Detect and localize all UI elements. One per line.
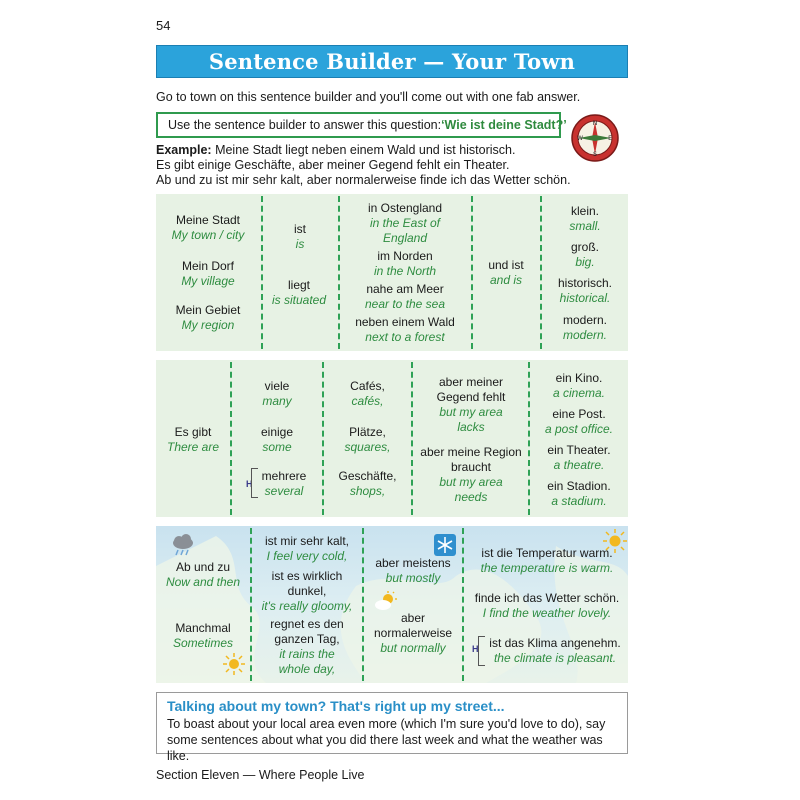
german-phrase: aber normalerweise — [373, 611, 453, 640]
section-footer: Section Eleven — Where People Live — [156, 768, 365, 782]
phrase-option — [264, 222, 336, 252]
compass-s-label: S — [593, 151, 597, 158]
page-title: Sentence Builder — Your Town — [156, 45, 628, 78]
example-label: Example: — [156, 143, 212, 157]
english-translation: some — [262, 440, 292, 454]
german-phrase: in Ostengland — [367, 201, 443, 215]
intro-text: Go to town on this sentence builder and you'll come out with one fab answer. — [156, 90, 581, 104]
english-translation: I find the weather lovely. — [482, 606, 612, 620]
question-box — [156, 112, 567, 138]
german-phrase: ein Stadion. — [547, 479, 611, 493]
german-phrase: Plätze, — [349, 425, 386, 439]
english-translation: several — [264, 484, 304, 498]
phrase-option — [531, 443, 627, 473]
snowflake-icon — [434, 534, 456, 556]
german-phrase: mehrere — [261, 469, 307, 483]
column-divider — [261, 196, 263, 349]
phrase-option — [233, 425, 321, 455]
english-translation: near to the sea — [364, 297, 446, 311]
english-translation: is — [295, 237, 305, 251]
english-translation: many — [262, 394, 292, 408]
question-prefix: Use the sentence builder to answer this question: — [168, 118, 442, 132]
phrase-option — [531, 407, 627, 437]
compass-e-label: E — [608, 135, 612, 142]
tip-title: Talking about my town? That's right up my street... — [167, 698, 505, 714]
german-phrase: ist mir sehr kalt, — [264, 534, 349, 548]
phrase-option — [233, 379, 321, 409]
english-translation: it's really gloomy, — [261, 599, 353, 613]
german-phrase: ein Theater. — [547, 443, 611, 457]
german-phrase: eine Post. — [552, 407, 606, 421]
german-phrase: im Norden — [377, 249, 433, 263]
column-divider — [230, 362, 232, 515]
german-phrase: Geschäfte, — [338, 469, 397, 483]
phrase-option — [158, 621, 248, 651]
phrase-option — [468, 591, 626, 621]
tip-line-2: some sentences about what you did there last week and what the weather was like. — [167, 733, 603, 763]
phrase-option — [420, 445, 522, 505]
phrase-option — [531, 479, 627, 509]
german-phrase: Mein Dorf — [181, 259, 234, 273]
phrase-option — [468, 546, 626, 576]
german-phrase: Es gibt — [174, 425, 212, 439]
phrase-option — [365, 556, 461, 586]
german-phrase: ist — [294, 222, 306, 236]
german-phrase: Mein Gebiet — [175, 303, 241, 317]
english-translation: cafés, — [351, 394, 384, 408]
column-divider — [462, 528, 464, 681]
column-divider — [338, 196, 340, 349]
english-translation: but my area lacks — [439, 405, 503, 434]
german-phrase: aber meistens — [375, 556, 451, 570]
english-translation: is situated — [271, 293, 327, 307]
english-translation: My town / city — [171, 228, 245, 242]
english-translation: small. — [569, 219, 601, 233]
phrase-option — [531, 371, 627, 401]
german-phrase: aber meiner Gegend fehlt — [436, 375, 506, 404]
phrase-option — [420, 375, 522, 435]
example-line-1: Meine Stadt liegt neben einem Wald und ist historisch. — [211, 143, 516, 157]
english-translation: I feel very cold, — [266, 549, 348, 563]
column-divider — [528, 362, 530, 515]
english-translation: shops, — [349, 484, 386, 498]
column-divider — [471, 196, 473, 349]
phrase-option — [158, 560, 248, 590]
english-translation: and is — [489, 273, 523, 287]
german-phrase: liegt — [287, 278, 310, 292]
compass-w-label: W — [577, 135, 583, 142]
phrase-option — [474, 258, 538, 288]
phrase-option — [264, 278, 334, 308]
english-translation: historical. — [559, 291, 611, 305]
phrase-option — [365, 611, 461, 656]
english-translation: modern. — [562, 328, 608, 342]
phrase-option — [158, 303, 258, 333]
phrase-option — [253, 534, 361, 564]
rain-cloud-icon — [170, 533, 196, 557]
german-phrase: ein Kino. — [555, 371, 603, 385]
english-translation: a theatre. — [553, 458, 605, 472]
english-translation: it rains the whole day, — [278, 647, 336, 676]
column-divider — [362, 528, 364, 681]
tip-box — [156, 692, 628, 763]
phrase-option — [543, 276, 627, 306]
german-phrase: nahe am Meer — [366, 282, 444, 296]
phrase-option — [341, 315, 469, 345]
german-phrase: Ab und zu — [175, 560, 231, 574]
sun-icon — [222, 652, 246, 676]
phrase-option — [543, 313, 627, 343]
phrase-option — [325, 469, 410, 499]
german-phrase: regnet es den ganzen Tag, — [270, 617, 344, 646]
german-phrase: einige — [260, 425, 294, 439]
phrase-option — [158, 213, 258, 243]
phrase-option — [341, 249, 469, 279]
higher-tier-marker: H — [246, 479, 253, 489]
column-divider — [411, 362, 413, 515]
column-divider — [250, 528, 252, 681]
sun-cloud-icon — [374, 590, 398, 612]
example-line-2: Es gibt einige Geschäfte, aber meiner Gegend fehlt ein Theater. — [156, 158, 510, 172]
higher-tier-marker: H — [472, 644, 479, 654]
english-translation: but my area needs — [439, 475, 503, 504]
phrase-option — [325, 379, 410, 409]
compass-n-label: N — [592, 120, 598, 127]
english-translation: but normally — [380, 641, 446, 655]
german-phrase: ist die Temperatur warm. — [481, 546, 613, 560]
english-translation: big. — [575, 255, 595, 269]
english-translation: Now and then — [165, 575, 241, 589]
question-highlight: ‘Wie ist deine Stadt?’ — [441, 118, 567, 132]
example-line-3: Ab und zu ist mir sehr kalt, aber normalerweise finde ich das Wetter schön. — [156, 173, 571, 187]
german-phrase: Meine Stadt — [175, 213, 241, 227]
german-phrase: historisch. — [557, 276, 613, 290]
phrase-option — [341, 201, 469, 246]
page-number: 54 — [156, 18, 171, 33]
german-phrase: viele — [264, 379, 290, 393]
english-translation: squares, — [344, 440, 391, 454]
english-translation: My village — [181, 274, 235, 288]
phrase-option — [325, 425, 410, 455]
english-translation: but mostly — [385, 571, 441, 585]
german-phrase: neben einem Wald — [355, 315, 455, 329]
phrase-option — [480, 636, 630, 666]
tip-line-1: To boast about your local area even more (which I'm sure you'd love to do), say — [167, 717, 606, 731]
english-translation: in the East of England — [369, 216, 441, 245]
english-translation: a post office. — [544, 422, 614, 436]
german-phrase: Manchmal — [175, 621, 231, 635]
english-translation: My region — [181, 318, 235, 332]
english-translation: next to a forest — [365, 330, 445, 344]
german-phrase: Cafés, — [350, 379, 385, 393]
phrase-option — [253, 617, 361, 677]
german-phrase: groß. — [570, 240, 599, 254]
german-phrase: ist das Klima angenehm. — [489, 636, 621, 650]
german-phrase: aber meine Region braucht — [420, 445, 522, 474]
english-translation: the temperature is warm. — [480, 561, 614, 575]
phrase-option — [543, 240, 627, 270]
phrase-option — [253, 569, 361, 614]
english-translation: a cinema. — [552, 386, 606, 400]
german-phrase: klein. — [570, 204, 599, 218]
phrase-option — [543, 204, 627, 234]
example-block — [156, 143, 636, 188]
phrase-option — [341, 282, 469, 312]
english-translation: There are — [166, 440, 220, 454]
phrase-option — [158, 425, 228, 455]
german-phrase: modern. — [562, 313, 608, 327]
english-translation: in the North — [373, 264, 437, 278]
german-phrase: finde ich das Wetter schön. — [474, 591, 620, 605]
english-translation: the climate is pleasant. — [493, 651, 617, 665]
english-translation: Sometimes — [172, 636, 234, 650]
german-phrase: ist es wirklich dunkel, — [271, 569, 343, 598]
phrase-option — [240, 469, 328, 499]
german-phrase: und ist — [488, 258, 524, 272]
english-translation: a stadium. — [551, 494, 607, 508]
phrase-option — [158, 259, 258, 289]
column-divider — [540, 196, 542, 349]
